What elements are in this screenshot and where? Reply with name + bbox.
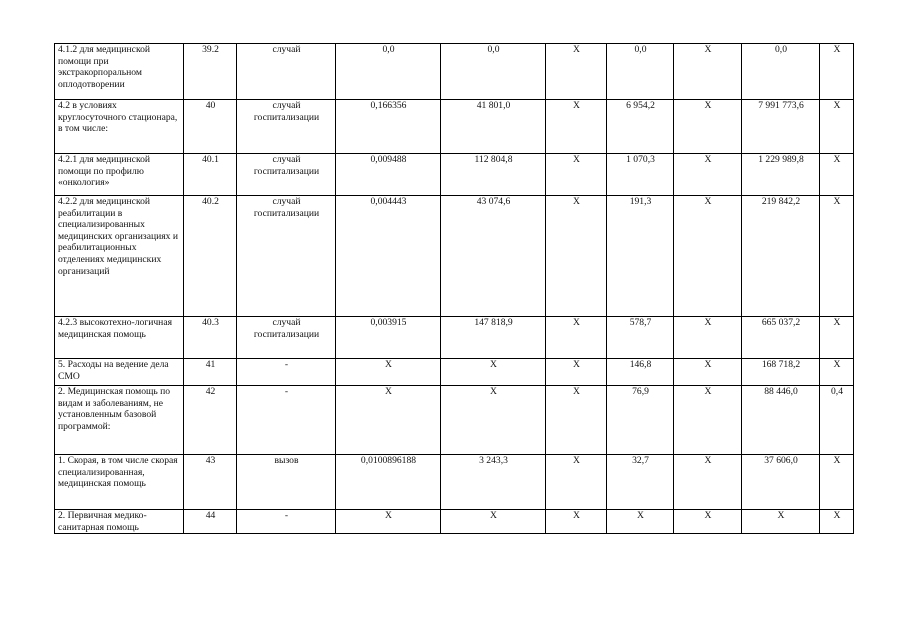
table-row: [55, 386, 854, 455]
col8-cell: X: [674, 317, 742, 359]
col9-cell: 37 606,0: [742, 455, 820, 510]
col10-cell: 0,4: [820, 386, 854, 455]
col9-cell: 7 991 773,6: [742, 100, 820, 154]
row-name-cell: 5. Расходы на ведение дела СМО: [55, 359, 184, 386]
cost-cell: 41 801,0: [441, 100, 546, 154]
col7-cell: 1 070,3: [607, 154, 674, 196]
col9-cell: 665 037,2: [742, 317, 820, 359]
col7-cell: X: [607, 510, 674, 534]
col10-cell: X: [820, 317, 854, 359]
col9-cell: 219 842,2: [742, 196, 820, 317]
unit-cell: случай: [237, 44, 336, 100]
col7-cell: 76,9: [607, 386, 674, 455]
col6-cell: X: [546, 154, 607, 196]
table-row: [55, 196, 854, 317]
row-name-cell: 4.2.3 высокотехно-логичная медицинская помощь: [55, 317, 184, 359]
unit-cell: -: [237, 359, 336, 386]
row-name-cell: 4.2 в условиях круглосуточного стационара, в том числе:: [55, 100, 184, 154]
col7-cell: 0,0: [607, 44, 674, 100]
col7-cell: 32,7: [607, 455, 674, 510]
row-number-cell: 43: [184, 455, 237, 510]
cost-cell: 147 818,9: [441, 317, 546, 359]
norm-cell: X: [336, 359, 441, 386]
unit-cell: вызов: [237, 455, 336, 510]
cost-cell: 43 074,6: [441, 196, 546, 317]
col8-cell: X: [674, 359, 742, 386]
col7-cell: 578,7: [607, 317, 674, 359]
col6-cell: X: [546, 44, 607, 100]
data-table: [54, 43, 854, 534]
row-number-cell: 40.1: [184, 154, 237, 196]
row-number-cell: 41: [184, 359, 237, 386]
col10-cell: X: [820, 455, 854, 510]
col9-cell: 1 229 989,8: [742, 154, 820, 196]
norm-cell: 0,009488: [336, 154, 441, 196]
row-name-cell: 2. Медицинская помощь по видам и заболеваниям, не установленным базовой программой:: [55, 386, 184, 455]
row-number-cell: 40: [184, 100, 237, 154]
col6-cell: X: [546, 386, 607, 455]
table-row: [55, 100, 854, 154]
col8-cell: X: [674, 100, 742, 154]
col6-cell: X: [546, 317, 607, 359]
norm-cell: 0,003915: [336, 317, 441, 359]
row-name-cell: 4.1.2 для медицинской помощи при экстракорпоральном оплодотворении: [55, 44, 184, 100]
col7-cell: 6 954,2: [607, 100, 674, 154]
col10-cell: X: [820, 44, 854, 100]
col10-cell: X: [820, 100, 854, 154]
col8-cell: X: [674, 386, 742, 455]
col7-cell: 146,8: [607, 359, 674, 386]
row-name-cell: 4.2.1 для медицинской помощи по профилю «онкология»: [55, 154, 184, 196]
row-name-cell: 2. Первичная медико-санитарная помощь: [55, 510, 184, 534]
col7-cell: 191,3: [607, 196, 674, 317]
row-number-cell: 40.2: [184, 196, 237, 317]
col6-cell: X: [546, 510, 607, 534]
cost-cell: 0,0: [441, 44, 546, 100]
col9-cell: 168 718,2: [742, 359, 820, 386]
unit-cell: -: [237, 510, 336, 534]
norm-cell: 0,166356: [336, 100, 441, 154]
col8-cell: X: [674, 44, 742, 100]
col8-cell: X: [674, 455, 742, 510]
row-number-cell: 39.2: [184, 44, 237, 100]
table-row: [55, 44, 854, 100]
col10-cell: X: [820, 359, 854, 386]
col10-cell: X: [820, 196, 854, 317]
col8-cell: X: [674, 154, 742, 196]
cost-cell: X: [441, 386, 546, 455]
col10-cell: X: [820, 154, 854, 196]
unit-cell: случай госпитализации: [237, 100, 336, 154]
row-number-cell: 44: [184, 510, 237, 534]
norm-cell: 0,0100896188: [336, 455, 441, 510]
col8-cell: X: [674, 510, 742, 534]
cost-cell: 3 243,3: [441, 455, 546, 510]
col9-cell: 0,0: [742, 44, 820, 100]
unit-cell: случай госпитализации: [237, 154, 336, 196]
cost-cell: 112 804,8: [441, 154, 546, 196]
table-row: [55, 317, 854, 359]
row-name-cell: 4.2.2 для медицинской реабилитации в специализированных медицинских организациях и реабилитационных отделениях медицинских организаций: [55, 196, 184, 317]
col6-cell: X: [546, 196, 607, 317]
norm-cell: 0,0: [336, 44, 441, 100]
table-row: [55, 154, 854, 196]
col6-cell: X: [546, 100, 607, 154]
norm-cell: 0,004443: [336, 196, 441, 317]
table-row: [55, 455, 854, 510]
unit-cell: случай госпитализации: [237, 317, 336, 359]
row-name-cell: 1. Скорая, в том числе скорая специализированная, медицинская помощь: [55, 455, 184, 510]
row-number-cell: 42: [184, 386, 237, 455]
col9-cell: 88 446,0: [742, 386, 820, 455]
col8-cell: X: [674, 196, 742, 317]
cost-cell: X: [441, 510, 546, 534]
table-row: [55, 510, 854, 534]
col6-cell: X: [546, 455, 607, 510]
col6-cell: X: [546, 359, 607, 386]
norm-cell: X: [336, 510, 441, 534]
col9-cell: X: [742, 510, 820, 534]
norm-cell: X: [336, 386, 441, 455]
col10-cell: X: [820, 510, 854, 534]
unit-cell: случай госпитализации: [237, 196, 336, 317]
unit-cell: -: [237, 386, 336, 455]
row-number-cell: 40.3: [184, 317, 237, 359]
cost-cell: X: [441, 359, 546, 386]
table-row: [55, 359, 854, 386]
